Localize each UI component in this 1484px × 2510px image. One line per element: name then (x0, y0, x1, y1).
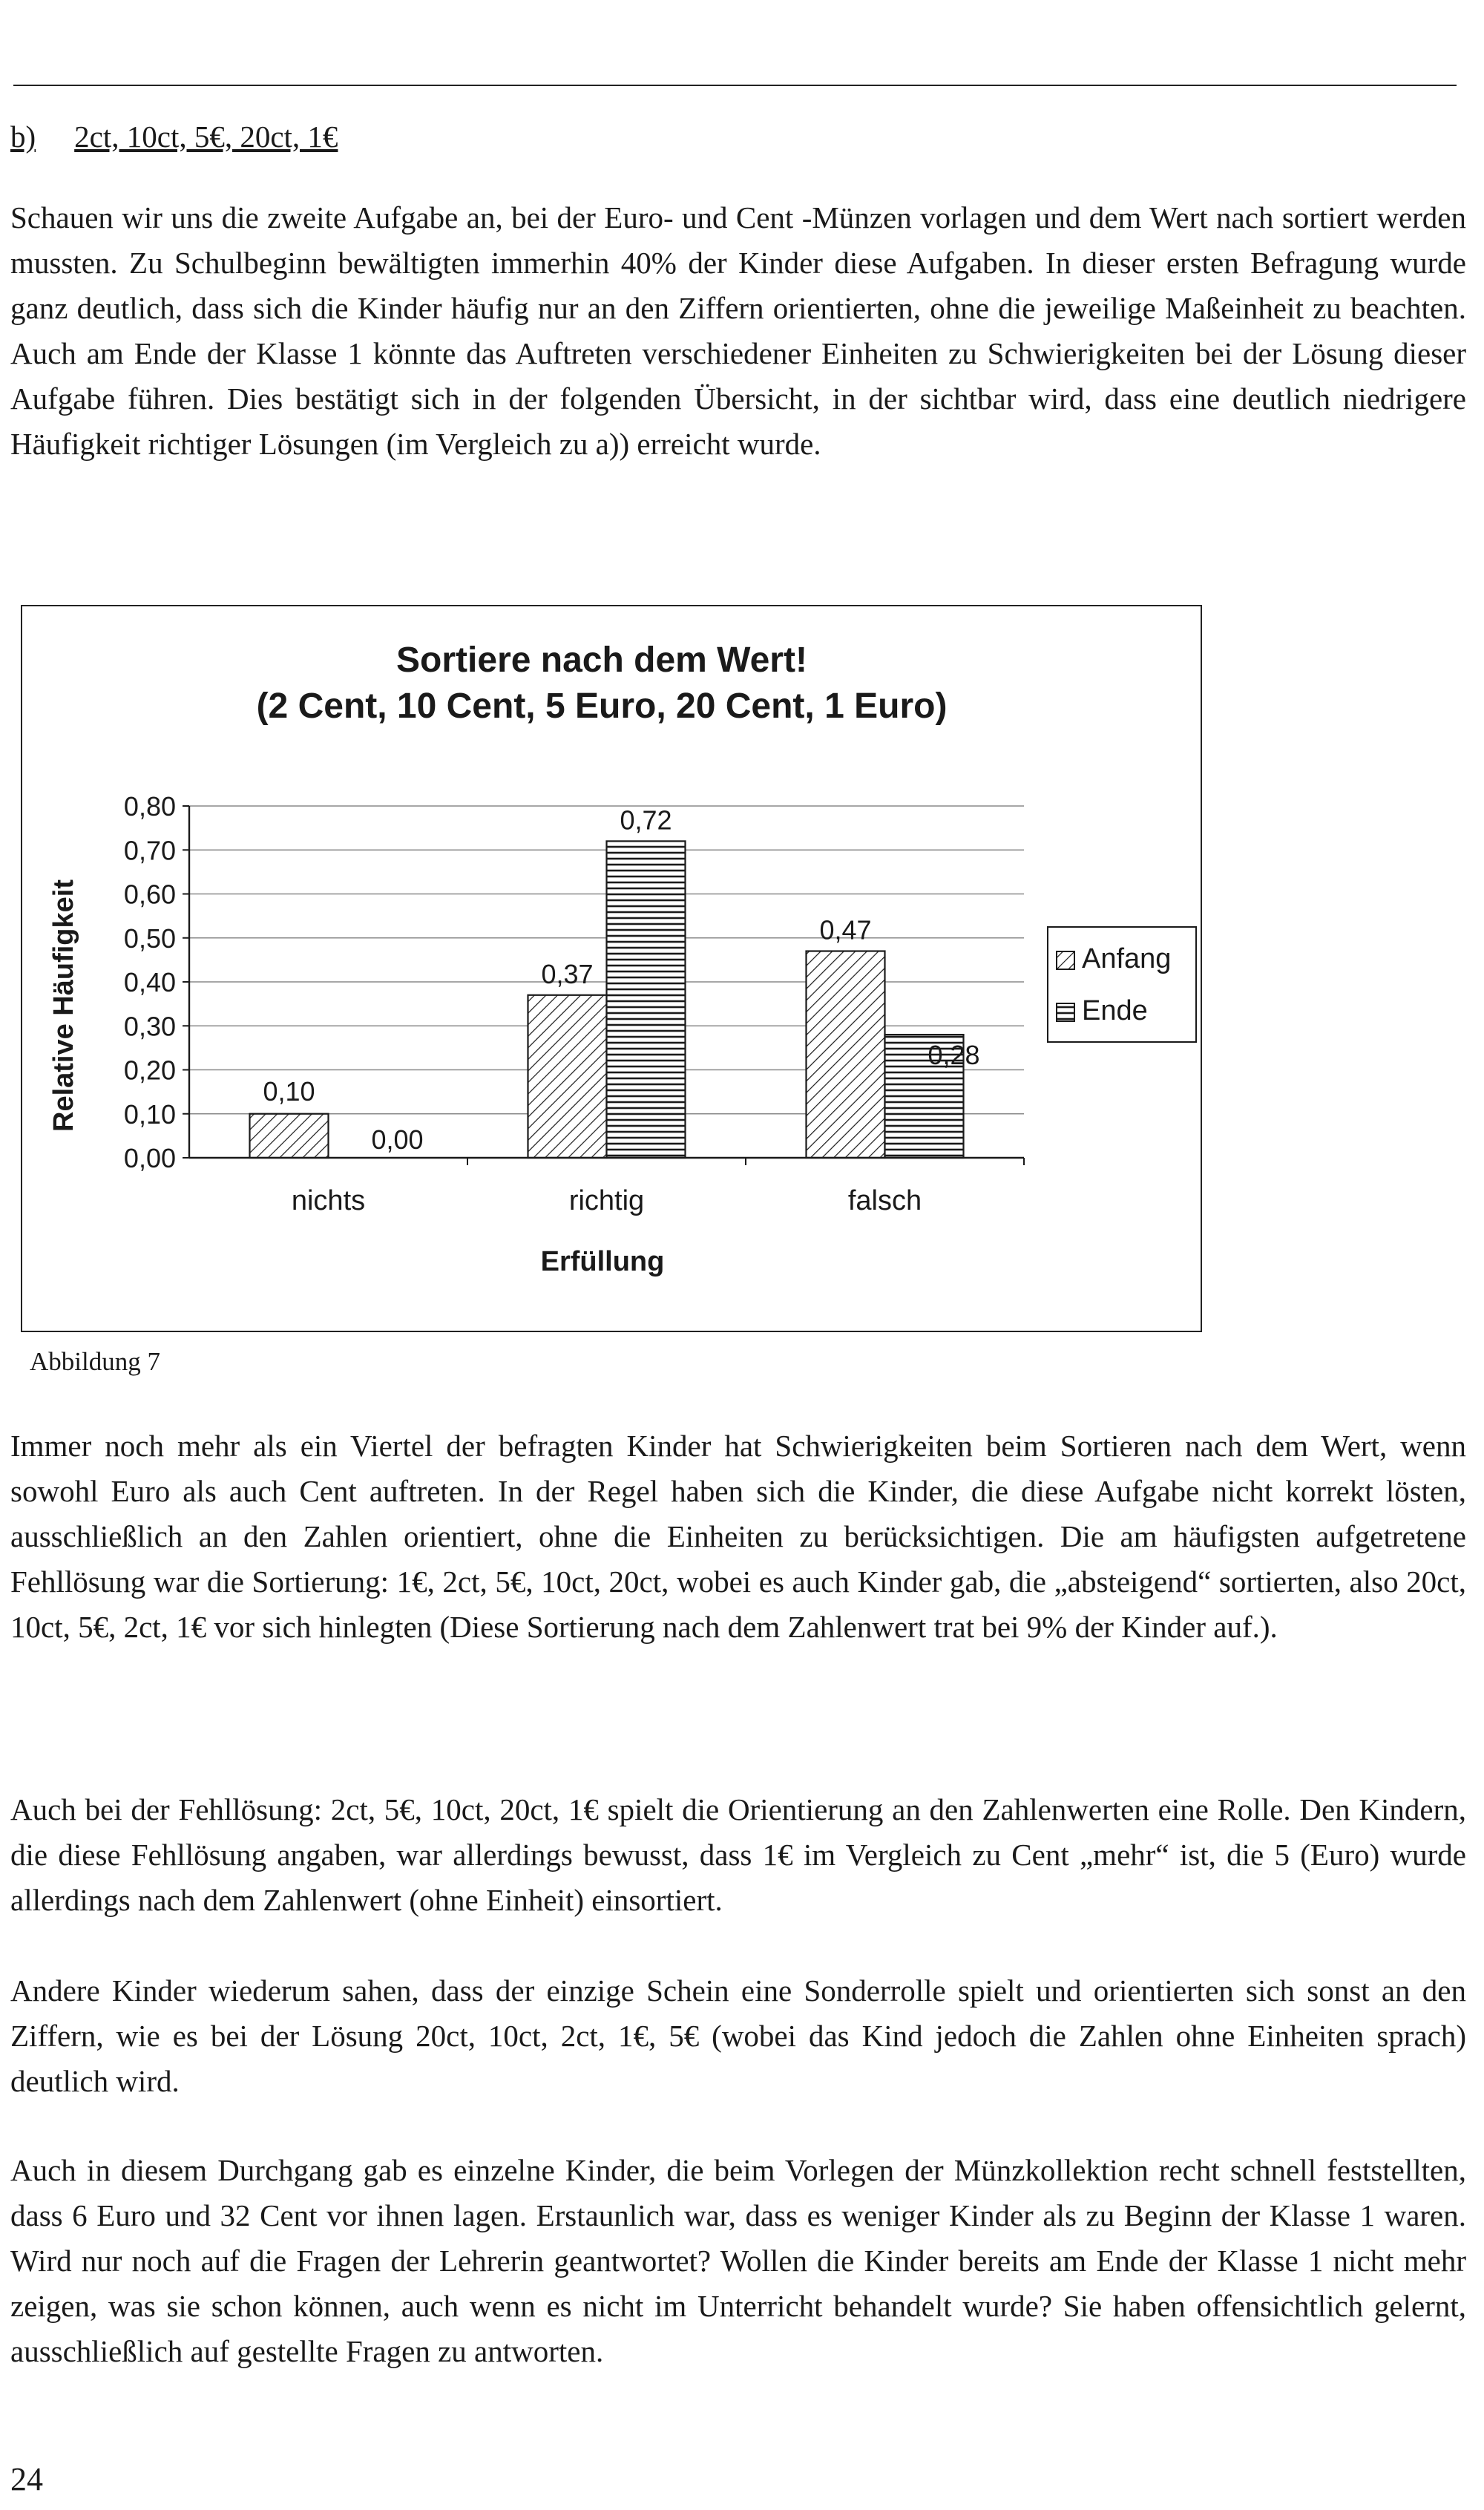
chart-legend (1048, 927, 1196, 1042)
chart-figure (21, 605, 1202, 1332)
chart-ylabel: Relative Häufigkeit (48, 879, 79, 1132)
chart-subtitle: (2 Cent, 10 Cent, 5 Euro, 20 Cent, 1 Euro) (256, 687, 948, 726)
paragraph-sonderrolle: Andere Kinder wiederum sahen, dass der einzige Schein eine Sonderrolle spielt und orientierten sich sonst an den Ziffern, wie es bei der Lösung 20ct, 10ct, 2ct, 1€, 5€ (wobei das Kind jedoch die Zahlen ohne Einheiten sprach) deutlich wird. (10, 1973, 1466, 2098)
y-tick-label: 0,10 (123, 1098, 176, 1130)
chart-xlabel: Erfüllung (540, 1246, 665, 1277)
paragraph-intro: Schauen wir uns die zweite Aufgabe an, bei der Euro- und Cent -Münzen vorlagen und dem Wert nach sortiert werden mussten. Zu Schulbeginn bewältigten immerhin 40% der Kinder diese Aufgaben. In dieser ersten Befragung wurde ganz deutlich, dass sich die Kinder häufig nur an den Ziffern orientierten, ohne die jeweilige Maßeinheit zu beachten. Auch am Ende der Klasse 1 könnte das Auftreten verschiedener Einheiten zu Schwierigkeiten bei der Lösung dieser Aufgabe führen. Dies bestätigt sich in der folgenden Übersicht, in der sichtbar wird, dass eine deutlich niedrigere Häufigkeit richtiger Lösungen (im Vergleich zu a)) erreicht wurde. (10, 200, 1466, 461)
bar-anfang-falsch (807, 951, 885, 1158)
category-label-richtig: richtig (568, 1185, 645, 1216)
chart-title: Sortiere nach dem Wert! (396, 640, 807, 680)
paragraph-analysis: Immer noch mehr als ein Viertel der befragten Kinder hat Schwierigkeiten beim Sortieren nach dem Wert, wenn sowohl Euro als auch Cent auftreten. In der Regel haben sich die Kinder, die diese Aufgabe nicht korrekt lösten, ausschließlich an den Zahlen orientiert, ohne die Einheiten zu berücksichtigen. Die am häufigsten aufgetretene Fehllösung war die Sortierung: 1€, 2ct, 5€, 10ct, 20ct, wobei es auch Kinder gab, die „absteigend“ sortierten, also 20ct, 10ct, 5€, 2ct, 1€ vor sich hinlegten (Diese Sortierung nach dem Zahlenwert trat bei 9% der Kinder auf.). (10, 1429, 1466, 1644)
bar-anfang-richtig (528, 995, 607, 1158)
bar-chart (22, 606, 1201, 1331)
data-label-ende-nichts: 0,00 (371, 1124, 424, 1155)
y-tick-label: 0,60 (123, 879, 176, 910)
data-label-anfang-richtig: 0,37 (541, 958, 594, 989)
y-tick-label: 0,80 (123, 791, 176, 822)
y-tick-label: 0,00 (123, 1143, 176, 1173)
section-label: b) (10, 119, 36, 154)
legend-swatch-anfang (1057, 951, 1074, 969)
bar-ende-richtig (607, 841, 686, 1158)
data-label-ende-falsch: 0,28 (928, 1040, 980, 1071)
y-tick-label: 0,40 (123, 967, 176, 997)
paragraph-muenzkollektion: Auch in diesem Durchgang gab es einzelne Kinder, die beim Vorlegen der Münzkollektion recht schnell feststellten, dass 6 Euro und 32 Cent vor ihnen lagen. Erstaunlich war, dass es weniger Kinder als zu Beginn der Klasse 1 waren. Wird nur noch auf die Fragen der Lehrerin geantwortet? Wollen die Kinder bereits am Ende der Klasse 1 nicht mehr zeigen, was sie schon können, auch wenn es nicht im Unterricht behandelt wurde? Sie haben offensichtlich gelernt, ausschließlich auf gestellte Fragen zu antworten. (10, 2153, 1466, 2368)
y-tick-label: 0,20 (123, 1055, 176, 1086)
legend-label-ende: Ende (1082, 995, 1148, 1026)
paragraph-fehlloesung: Auch bei der Fehllösung: 2ct, 5€, 10ct, 20ct, 1€ spielt die Orientierung an den Zahlenwerten eine Rolle. Den Kindern, die diese Fehllösung angaben, war allerdings bewusst, dass 1€ im Vergleich zu Cent „mehr“ ist, die 5 (Euro) wurde allerdings nach dem Zahlenwert (ohne Einheit) einsortiert. (10, 1792, 1466, 1917)
data-label-ende-richtig: 0,72 (620, 805, 672, 836)
y-tick-label: 0,30 (123, 1011, 176, 1042)
y-tick-label: 0,70 (123, 835, 176, 866)
header-rule (13, 85, 1457, 86)
figure-caption: Abbildung 7 (30, 1347, 160, 1376)
section-heading (10, 119, 338, 154)
legend-swatch-ende (1057, 1003, 1074, 1021)
category-label-falsch: falsch (847, 1185, 922, 1216)
chart-bars (250, 841, 964, 1158)
bar-anfang-nichts (250, 1114, 329, 1158)
data-label-anfang-nichts: 0,10 (263, 1075, 315, 1107)
category-label-nichts: nichts (291, 1185, 366, 1216)
legend-label-anfang: Anfang (1082, 943, 1172, 974)
data-label-anfang-falsch: 0,47 (819, 914, 872, 946)
page-number: 24 (10, 2461, 43, 2497)
section-coin-list: 2ct, 10ct, 5€, 20ct, 1€ (74, 119, 338, 154)
y-tick-label: 0,50 (123, 923, 176, 954)
